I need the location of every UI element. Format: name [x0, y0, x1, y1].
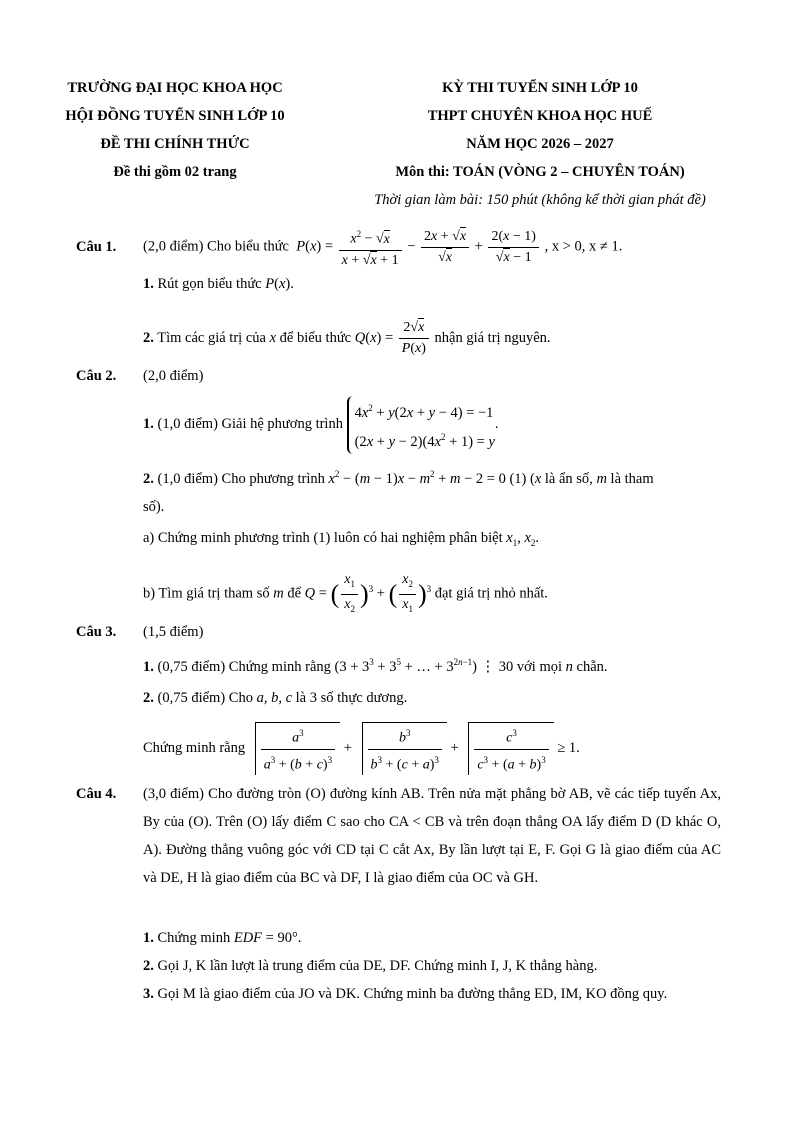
q3-part-1: 1. (0,75 điểm) Chứng minh rằng ($3 + 3^3 + 3^5$ + … + $3^{2n-1}$) ⋮ 30 với mọi n chẵn. [143, 657, 608, 675]
q1-condition: , x > 0, x ≠ 1. [544, 238, 623, 255]
q2-part-2a-text: a) Chứng minh phương trình (1) luôn có hai nghiệm phân biệt [143, 530, 503, 546]
sqrt-term: $\frac{c^3}{c^3 + (a + b)^3}$ [468, 722, 553, 775]
q2-part-2-text: là tham [610, 470, 654, 487]
q2-part-2b-text: để [287, 585, 302, 602]
q2-part-2b-text: đạt giá trị nhỏ nhất. [434, 585, 548, 602]
question-label: Câu 1. [76, 238, 117, 255]
school-year: NĂM HỌC 2026 – 2027 [466, 136, 614, 152]
q2-part-2-text: là ẩn số, [544, 470, 593, 487]
fraction: $\frac{x^2 - √x}{x + √x + 1}$ [339, 224, 402, 271]
question-label: Câu 4. [76, 786, 117, 802]
fraction: $\frac{2x + √x}{√x}$ [421, 227, 469, 268]
q3-part-2: 2. (0,75 điểm) Cho a, b, c là 3 số thực dương. [143, 690, 408, 706]
question-label: Câu 2. [76, 368, 117, 384]
fraction: $\frac{2(x - 1)}{√x - 1}$ [488, 227, 538, 268]
sqrt-term: $\frac{b^3}{b^3 + (c + a)^3}$ [362, 722, 447, 775]
university-name: TRƯỜNG ĐẠI HỌC KHOA HỌC [67, 80, 283, 96]
q1-part-2-text: để biểu thức [279, 329, 352, 346]
q2-part-2b-text: b) Tìm giá trị tham số [143, 585, 270, 602]
q2-part-2-text: số). [143, 498, 165, 515]
question-3 [76, 618, 720, 646]
equation-system: $4x^2 + y(2x + y - 4) = -1$ $(2x + y - 2)(4x^2 + 1) = y$ [347, 396, 495, 454]
q2-part-2-text: (1) ( [509, 470, 535, 487]
exam-title: KỲ THI TUYỂN SINH LỚP 10 [442, 80, 638, 96]
q1-part-1-text: Rút gọn biểu thức [157, 276, 262, 292]
q4-part-1: 1. Chứng minh EDF = 90°. [143, 930, 302, 946]
q2-part-1-text: (1,0 điểm) Giải hệ phương trình [157, 416, 343, 433]
q2-points: (2,0 điểm) [143, 368, 204, 384]
q2-part-2: 2. (1,0 điểm) Cho phương trình $x^2 - (m - 1)x - m^2 + m - 2 = 0$ (1) (x là ẩn số, m là tham số). [143, 469, 654, 515]
q3-part-2-text: (0,75 điểm) Cho [157, 690, 253, 706]
q2-part-2a: a) Chứng minh phương trình (1) luôn có hai nghiệm phân biệt $x_1$, $x_2$. [143, 530, 540, 548]
q4-part-2: 2. Gọi J, K lần lượt là trung điểm của DE, DF. Chứng minh I, J, K thẳng hàng. [143, 958, 598, 974]
subject: Môn thi: TOÁN (VÒNG 2 – CHUYÊN TOÁN) [395, 164, 685, 180]
q1-part-2-text: Tìm các giá trị của [157, 329, 266, 346]
q4-part-3-text: Gọi M là giao điểm của JO và DK. Chứng minh ba đường thẳng ED, IM, KO đồng quy. [157, 986, 668, 1002]
sqrt-term: $\frac{a^3}{a^3 + (b + c)^3}$ [255, 722, 340, 775]
fraction: $\frac{x_1}{x_2}$ [341, 570, 358, 619]
fraction: $\frac{2√x}{P(x)}$ [399, 318, 429, 359]
official-label: ĐỀ THI CHÍNH THỨC [100, 136, 250, 152]
page-count: Đề thi gồm 02 trang [113, 164, 237, 180]
q3-points: (1,5 điểm) [143, 624, 204, 640]
q4-part-1-text: Chứng minh [157, 930, 231, 946]
q4-part-2-text: Gọi J, K lần lượt là trung điểm của DE, DF. Chứng minh I, J, K thẳng hàng. [157, 958, 598, 974]
q2-part-2b: b) Tìm giá trị tham số m để Q = ( $\frac{x_1}{x_2}$ )$^3$ + ( $\frac{x_2}{x_1}$ )$^3$ đạt giá trị nhỏ nhất. [143, 570, 721, 619]
q1-intro: (2,0 điểm) Cho biểu thức [143, 238, 289, 255]
q3-inequality: Chứng minh rằng $\frac{a^3}{a^3 + (b + c)^3}$ + $\frac{b^3}{b^3 + (c + a)^3}$ + $\frac{c^3}{c^3 + (a + b)^3}$ ≥ 1. [143, 722, 721, 775]
time-note: Thời gian làm bài: 150 phút (không kể thời gian phát đề) [374, 192, 706, 208]
council-name: HỘI ĐỒNG TUYỂN SINH LỚP 10 [65, 108, 285, 124]
q3-part-1-text: (0,75 điểm) Chứng minh rằng [157, 658, 331, 675]
q3-part-2-text: là 3 số thực dương. [295, 690, 408, 706]
q3-part-1-text: với mọi [516, 658, 563, 675]
q3-part-1-text: chẵn. [576, 658, 608, 675]
fraction: $\frac{x_2}{x_1}$ [399, 570, 416, 619]
q2-part-1: 1. (1,0 điểm) Giải hệ phương trình $4x^2 + y(2x + y - 4) = -1$ $(2x + y - 2)(4x^2 + 1) = y$ . [143, 396, 721, 454]
q2-part-2-text: (1,0 điểm) Cho phương trình [157, 470, 325, 487]
q1-part-2: 2. Tìm các giá trị của x để biểu thức Q(x) = $\frac{2√x}{P(x)}$ nhận giá trị nguyên. [143, 318, 721, 359]
q3-part-2-text: Chứng minh rằng [143, 739, 246, 756]
header-right [340, 74, 740, 214]
q1-part-2-text: nhận giá trị nguyên. [434, 329, 551, 346]
q4-part-3: 3. Gọi M là giao điểm của JO và DK. Chứng minh ba đường thẳng ED, IM, KO đồng quy. [143, 986, 668, 1002]
q4-statement: (3,0 điểm) Cho đường tròn (O) đường kính AB. Trên nửa mặt phẳng bờ AB, vẽ các tiếp tuyến Ax, By của (O). Trên (O) lấy điểm C sao cho CA < CB và trên đoạn thẳng OA lấy điểm D (D khác O, A). Đường thẳng vuông góc với CD tại C cắt Ax, By lần lượt tại E, F. Gọi G là giao điểm của AC và DE, H là giao điểm của BC và DF, I là giao điểm của OC và GH. [143, 786, 721, 886]
header-left [40, 74, 310, 186]
question-2 [76, 362, 720, 390]
question-label: Câu 3. [76, 624, 117, 640]
question-1: Câu 1. (2,0 điểm) Cho biểu thức P(x) = $\frac{x^2 - √x}{x + √x + 1}$ − $\frac{2x + √x}{√x}$ + $\frac{2(x - 1)}{√x - 1}$ , x > 0, x ≠ 1. [76, 224, 720, 271]
q1-part-1: 1. Rút gọn biểu thức P(x). [143, 276, 294, 292]
school-name: THPT CHUYÊN KHOA HỌC HUẾ [427, 108, 653, 124]
